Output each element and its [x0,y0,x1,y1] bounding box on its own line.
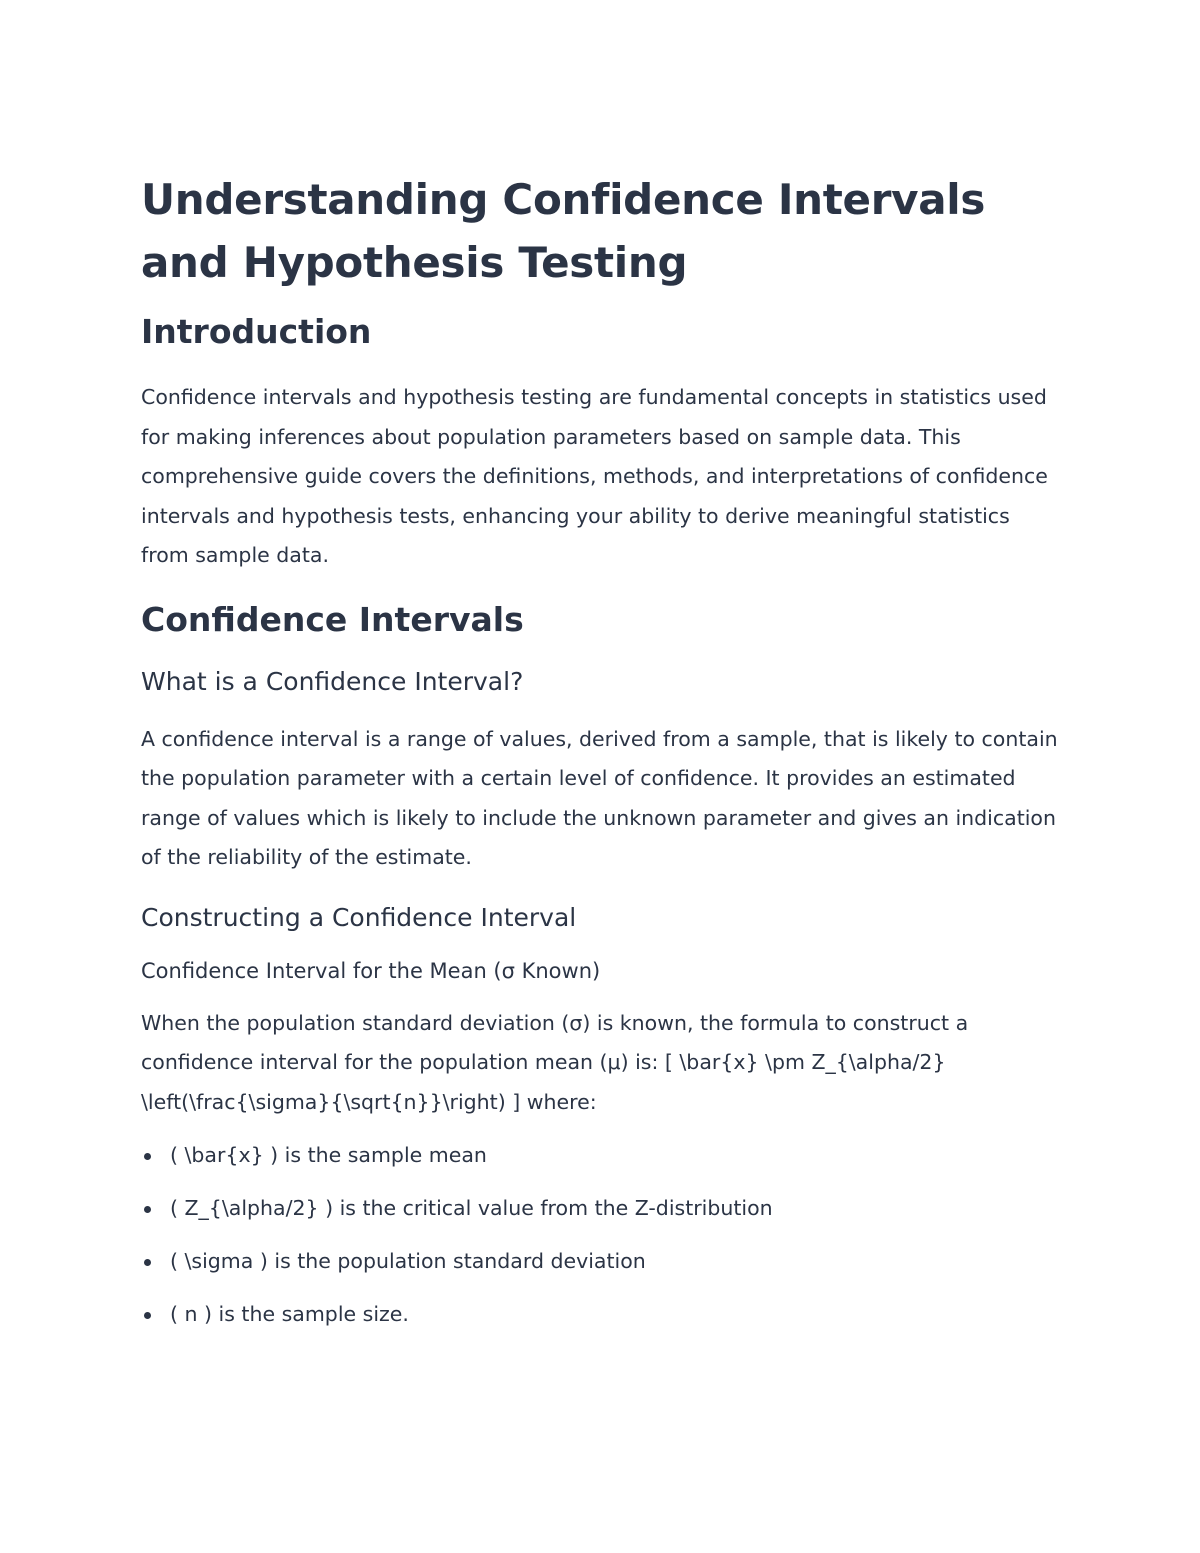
list-item [141,1193,1061,1223]
list-item-text: ( n ) is the sample size. [170,1302,409,1326]
list-item [141,1299,1061,1329]
formula-terms-list [141,1140,1061,1329]
document-page [141,168,1061,1352]
bullet-icon [144,1206,151,1213]
list-item-text: ( \bar{x} ) is the sample mean [170,1143,487,1167]
document-title: Understanding Confidence Intervals and Hypothesis Testing [141,175,986,287]
introduction-paragraph: Confidence intervals and hypothesis testing are fundamental concepts in statistics used for making inferences about population parameters based on sample data. This comprehensive guide covers the definitions, methods, and interpretations of confidence intervals and hypothesis tests, enhancing your ability to derive meaningful statistics from sample data. [141,385,1048,567]
section-heading-confidence-intervals: Confidence Intervals [141,599,524,639]
bullet-icon [144,1312,151,1319]
bullet-icon [144,1153,151,1160]
subheading-what-is-confidence-interval: What is a Confidence Interval? [141,666,524,696]
mean-known-paragraph: When the population standard deviation (σ) is known, the formula to construct a confidence interval for the population mean (μ) is: [ \bar{x} \pm Z_{\alpha/2} \left(\frac{\sigma}{\sqrt{n}}\right) ] where: [141,1010,969,1114]
subheading-constructing-confidence-interval: Constructing a Confidence Interval [141,902,577,932]
subheading-mean-sigma-known: Confidence Interval for the Mean (σ Known) [141,958,601,983]
what-is-paragraph: A confidence interval is a range of values, derived from a sample, that is likely to contain the population parameter with a certain level of confidence. It provides an estimated range of values which is likely to include the unknown parameter and gives an indication of the reliability of the estimate. [141,726,1058,869]
section-heading-introduction: Introduction [141,312,372,351]
list-item-text: ( Z_{\alpha/2} ) is the critical value from the Z-distribution [170,1196,773,1220]
list-item [141,1140,1061,1170]
bullet-icon [144,1259,151,1266]
list-item [141,1246,1061,1276]
list-item-text: ( \sigma ) is the population standard deviation [170,1249,646,1273]
